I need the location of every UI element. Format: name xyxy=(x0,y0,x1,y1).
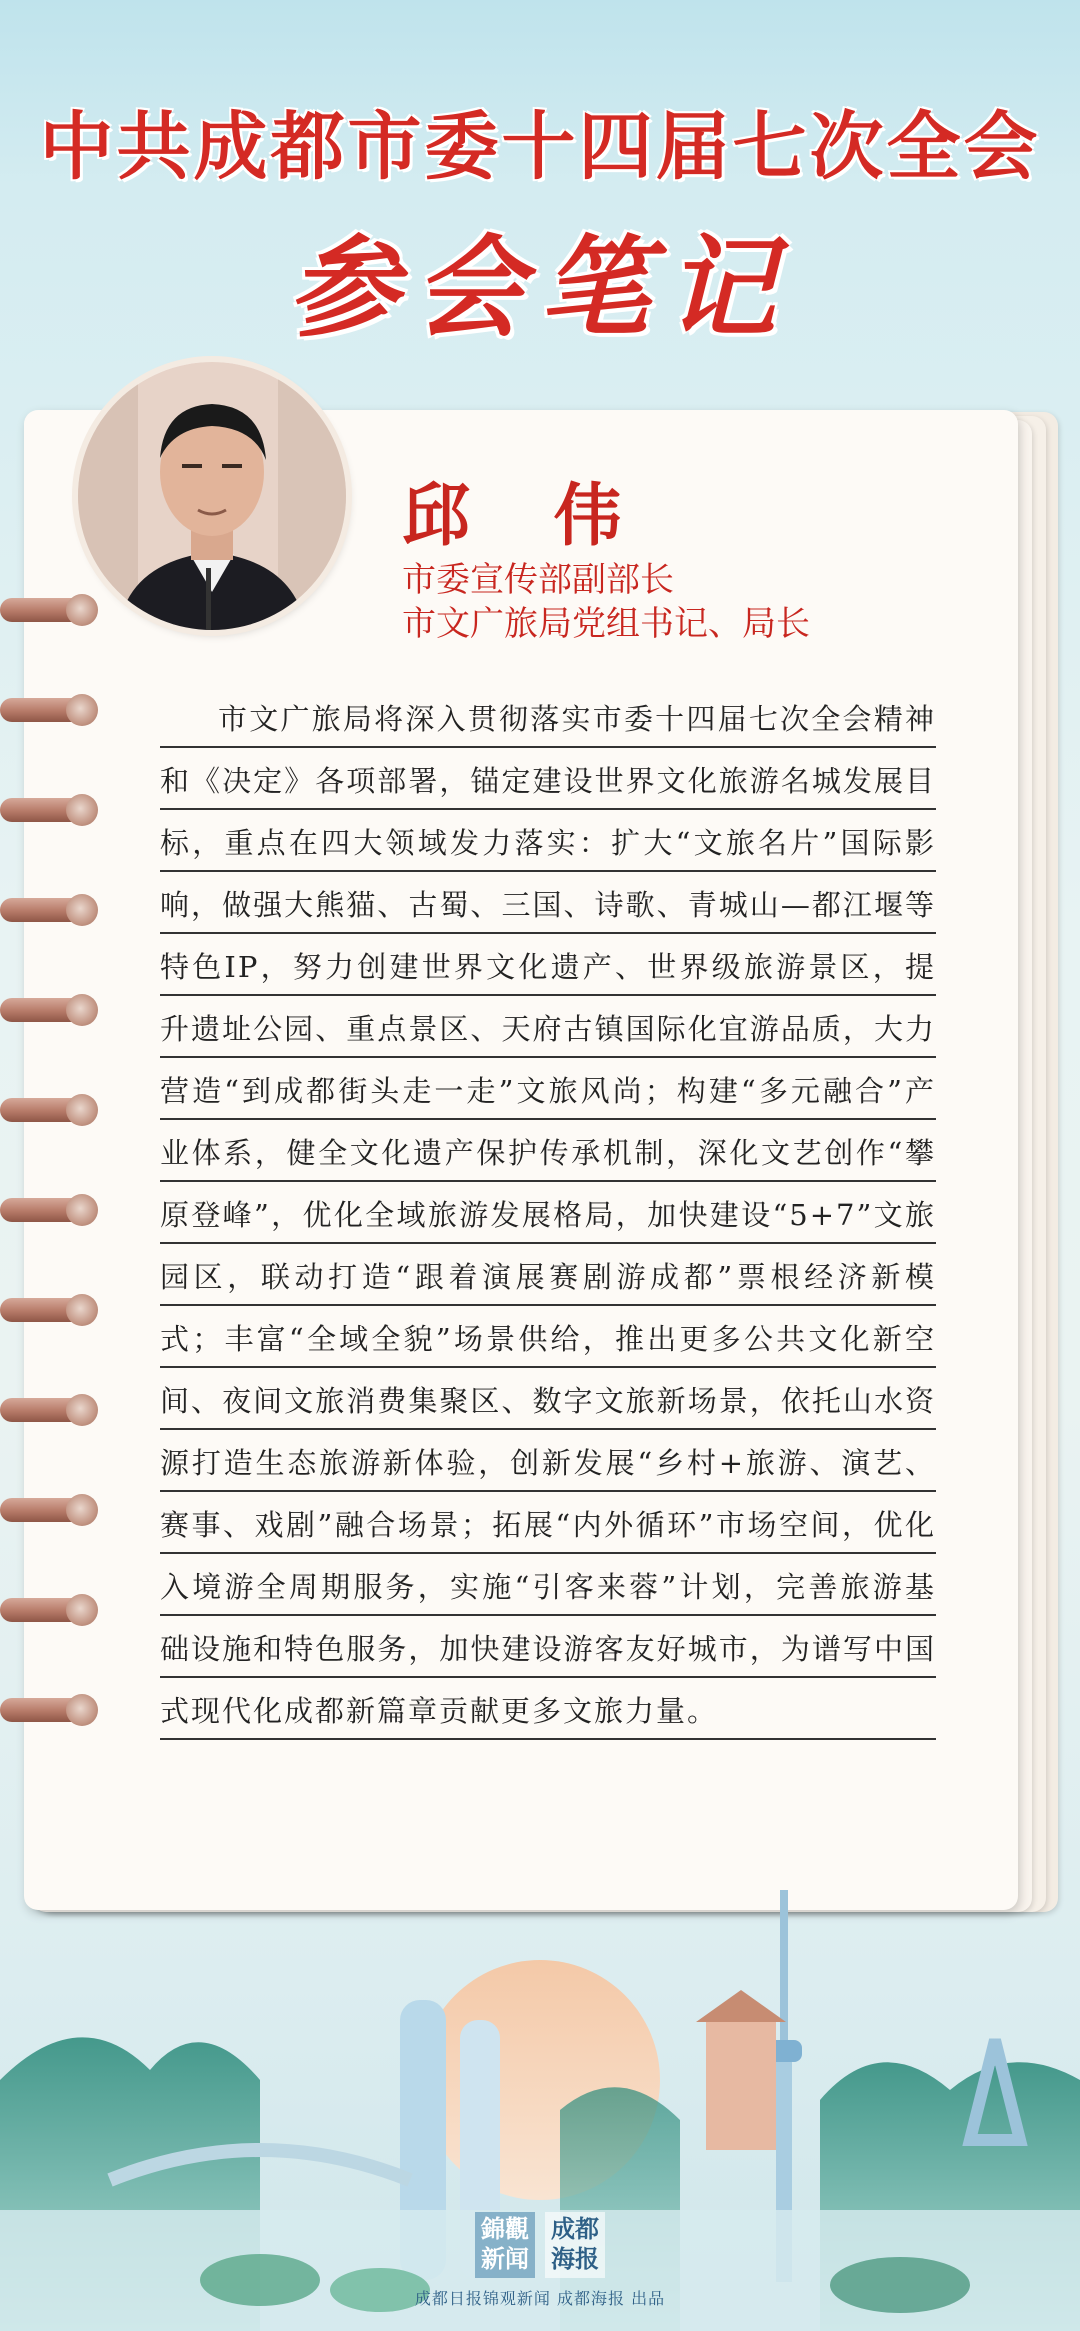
binding-ring xyxy=(0,1492,100,1532)
publisher-logos xyxy=(0,2212,1080,2278)
binding-ring xyxy=(0,1192,100,1232)
credit-line: 成都日报锦观新闻 成都海报 出品 xyxy=(414,2289,666,2308)
page-title: 中共成都市委十四届七次全会 xyxy=(39,104,1041,190)
binding-ring xyxy=(0,692,100,732)
portrait-photo xyxy=(78,362,346,630)
chengdu-poster-logo xyxy=(545,2212,605,2278)
person-title-2: 市文广旅局党组书记、局长 xyxy=(402,604,810,644)
binding-ring xyxy=(0,792,100,832)
person-title-1: 市委宣传部副部长 xyxy=(402,560,674,600)
binding-ring xyxy=(0,1392,100,1432)
binding-ring xyxy=(0,992,100,1032)
binding-ring xyxy=(0,1292,100,1332)
binding-ring xyxy=(0,1592,100,1632)
binding-ring xyxy=(0,1092,100,1132)
binding-ring xyxy=(0,1692,100,1732)
logo-a-line-1: 錦觀 xyxy=(481,2214,529,2243)
binding-ring xyxy=(0,892,100,932)
avatar xyxy=(78,362,346,630)
binding-ring xyxy=(0,592,100,632)
jinguan-news-logo xyxy=(475,2212,535,2278)
logo-b-line-1: 成都 xyxy=(551,2214,599,2243)
page-subtitle: 参会笔记 xyxy=(288,223,792,352)
logo-b-line-2: 海报 xyxy=(551,2244,599,2273)
person-name: 邱 伟 xyxy=(402,476,652,556)
logo-a-line-2: 新闻 xyxy=(481,2244,529,2273)
statement-text: 市文广旅局将深入贯彻落实市委十四届七次全会精神和《决定》各项部署，锚定建设世界文化旅游名城发展目标，重点在四大领域发力落实：扩大“文旅名片”国际影响，做强大熊猫、古蜀、三国、诗歌、青城山—都江堰等特色IP，努力创建世界文化遗产、世界级旅游景区，提升遗址公园、重点景区、天府古镇国际化宜游品质，大力营造“到成都街头走一走”文旅风尚；构建“多元融合”产业体系，健全文化遗产保护传承机制，深化文艺创作“攀原登峰”，优化全域旅游发展格局，加快建设“5+7”文旅园区，联动打造“跟着演展赛剧游成都”票根经济新模式；丰富“全域全貌”场景供给，推出更多公共文化新空间、夜间文旅消费集聚区、数字文旅新场景，依托山水资源打造生态旅游新体验，创新发展“乡村+旅游、演艺、赛事、戏剧”融合场景；拓展“内外循环”市场空间，优化入境游全周期服务，实施“引客来蓉”计划，完善旅游基础设施和特色服务，加快建设游客友好城市，为谱写中国式现代化成都新篇章贡献更多文旅力量。 xyxy=(160,688,936,1742)
